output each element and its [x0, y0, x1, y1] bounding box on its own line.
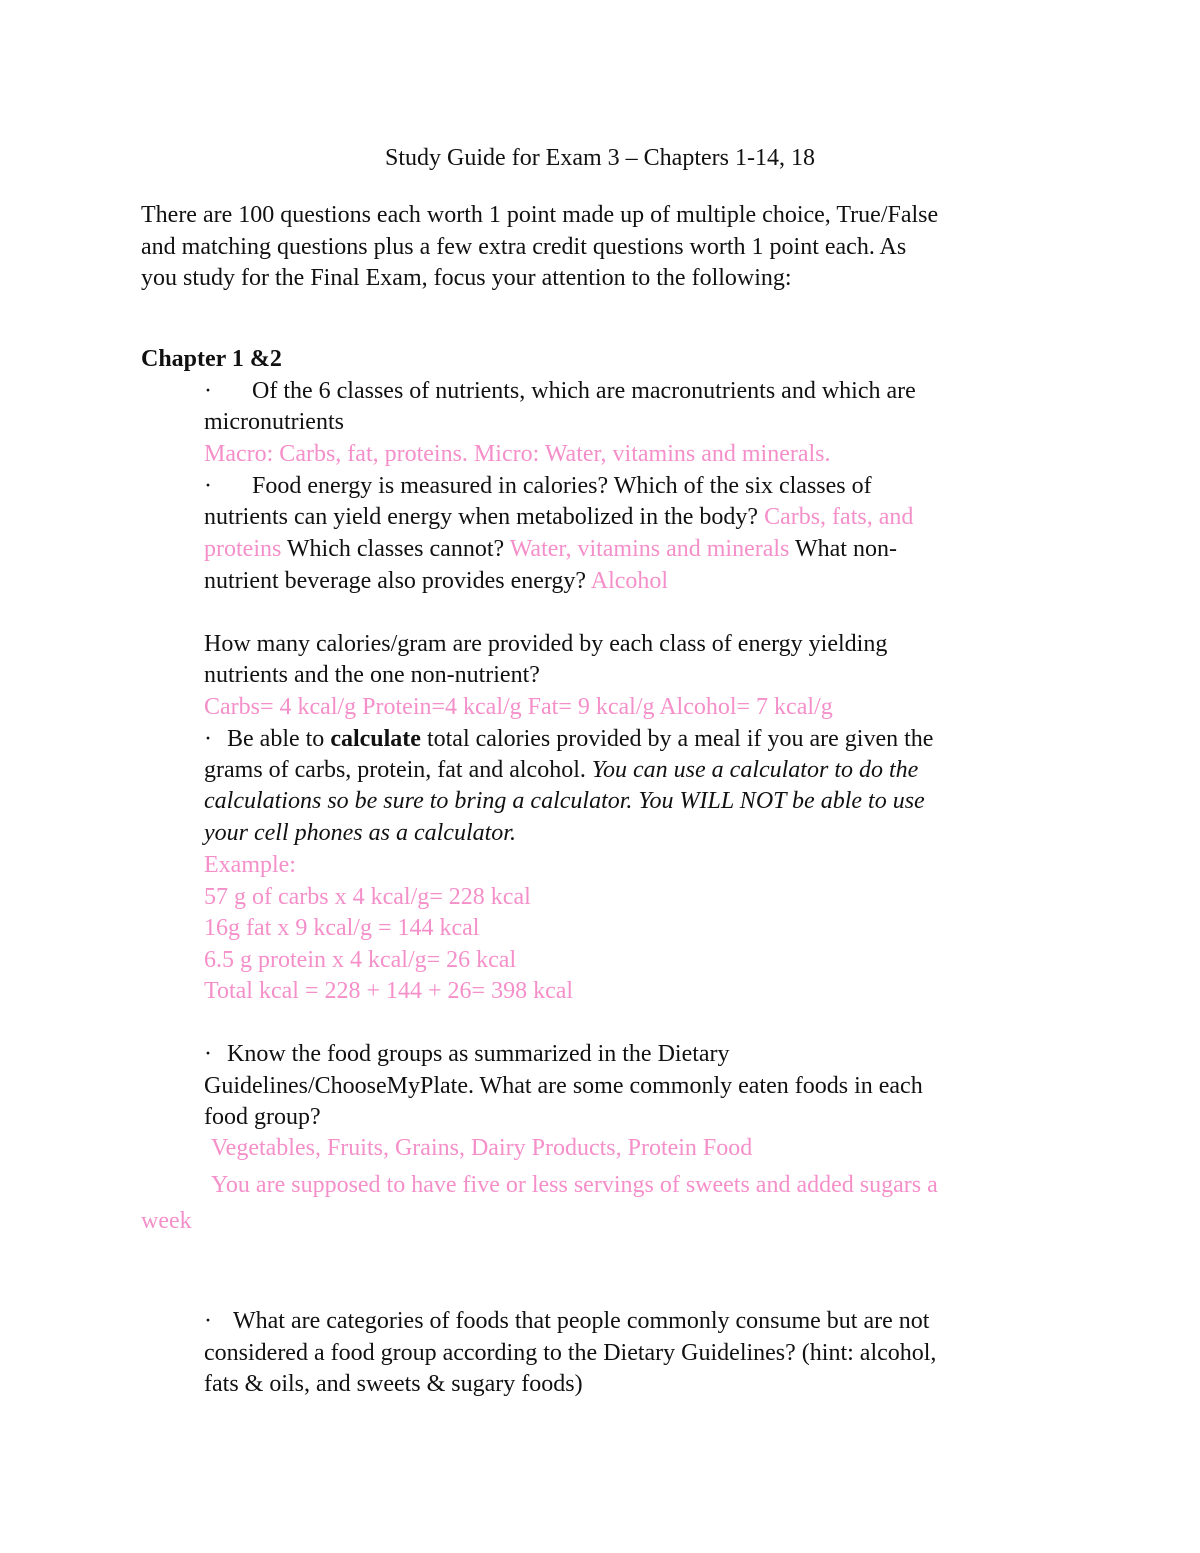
- question-1-line-1: [204, 377, 916, 405]
- question-2-line-3: [204, 535, 897, 563]
- bullet-glyph: ·: [204, 726, 212, 752]
- intro-line-2: and matching questions plus a few extra credit questions worth 1 point each. As: [141, 234, 907, 260]
- question-4-bold-word: calculate: [330, 726, 421, 752]
- question-4-text-2: grams of carbs, protein, fat and alcohol.: [204, 757, 592, 783]
- question-2-line-1: [204, 472, 872, 500]
- question-2-answer-a: Carbs, fats, and: [764, 504, 914, 530]
- question-2-text-2: nutrients can yield energy when metabolized in the body?: [204, 504, 765, 530]
- question-1-text: Of the 6 classes of nutrients, which are macronutrients and which are: [252, 378, 916, 404]
- question-5-line-2: Guidelines/ChooseMyPlate. What are some commonly eaten foods in each: [204, 1073, 923, 1099]
- intro-line-1: There are 100 questions each worth 1 point made up of multiple choice, True/False: [141, 202, 939, 228]
- question-6-text: What are categories of foods that people commonly consume but are not: [233, 1308, 930, 1334]
- question-5-answer-2: You are supposed to have five or less servings of sweets and added sugars a: [211, 1172, 938, 1198]
- question-5-answer-3: week: [141, 1208, 192, 1234]
- bullet-glyph: ·: [204, 473, 212, 499]
- question-2-answer-c: Alcohol: [590, 568, 669, 594]
- question-2-line-2: [204, 503, 913, 531]
- question-5-line-3: food group?: [204, 1104, 321, 1130]
- question-2-answer-a-cont: proteins: [204, 536, 282, 562]
- question-3-line-1: How many calories/gram are provided by each class of energy yielding: [204, 631, 888, 657]
- bullet-glyph: ·: [204, 378, 212, 404]
- question-6-line-1: [204, 1307, 929, 1335]
- bullet-glyph: ·: [204, 1041, 212, 1067]
- question-1-line-2: micronutrients: [204, 409, 344, 435]
- question-4-text-pre: Be able to: [227, 726, 331, 752]
- example-line-1: 57 g of carbs x 4 kcal/g= 228 kcal: [204, 884, 531, 910]
- question-4-line-4: your cell phones as a calculator.: [204, 820, 516, 846]
- question-2-text-3: Which classes cannot?: [281, 536, 510, 562]
- question-2-text-4: What non-: [789, 536, 897, 562]
- question-2-text: Food energy is measured in calories? Which of the six classes of: [252, 473, 872, 499]
- question-2-line-4: [204, 567, 668, 595]
- question-6-line-3: fats & oils, and sweets & sugary foods): [204, 1371, 583, 1397]
- question-5-line-1: [204, 1040, 730, 1068]
- question-4-line-3: calculations so be sure to bring a calculator. You WILL NOT be able to use: [204, 788, 925, 814]
- example-label: Example:: [204, 852, 296, 878]
- question-4-italic-1: You can use a calculator to do the: [591, 757, 919, 783]
- question-5-text: Know the food groups as summarized in the Dietary: [227, 1041, 730, 1067]
- example-line-2: 16g fat x 9 kcal/g = 144 kcal: [204, 915, 480, 941]
- question-1-answer: Macro: Carbs, fat, proteins. Micro: Water, vitamins and minerals.: [204, 441, 831, 467]
- question-5-answer-1: Vegetables, Fruits, Grains, Dairy Products, Protein Food: [211, 1135, 753, 1161]
- page-title: Study Guide for Exam 3 – Chapters 1-14, 18: [385, 145, 815, 171]
- question-4-line-2: [204, 756, 918, 784]
- question-2-text-5: nutrient beverage also provides energy?: [204, 568, 591, 594]
- question-6-line-2: considered a food group according to the Dietary Guidelines? (hint: alcohol,: [204, 1340, 937, 1366]
- chapter-heading: Chapter 1 &2: [141, 346, 282, 372]
- intro-line-3: you study for the Final Exam, focus your attention to the following:: [141, 265, 792, 291]
- bullet-glyph: ·: [204, 1308, 212, 1334]
- question-3-answer: Carbs= 4 kcal/g Protein=4 kcal/g Fat= 9 kcal/g Alcohol= 7 kcal/g: [204, 694, 833, 720]
- question-4-text-post: total calories provided by a meal if you are given the: [420, 726, 934, 752]
- question-4-line-1: [204, 725, 933, 753]
- example-line-4: Total kcal = 228 + 144 + 26= 398 kcal: [204, 978, 574, 1004]
- question-3-line-2: nutrients and the one non-nutrient?: [204, 662, 540, 688]
- example-line-3: 6.5 g protein x 4 kcal/g= 26 kcal: [204, 947, 517, 973]
- question-2-answer-b: Water, vitamins and minerals: [509, 536, 790, 562]
